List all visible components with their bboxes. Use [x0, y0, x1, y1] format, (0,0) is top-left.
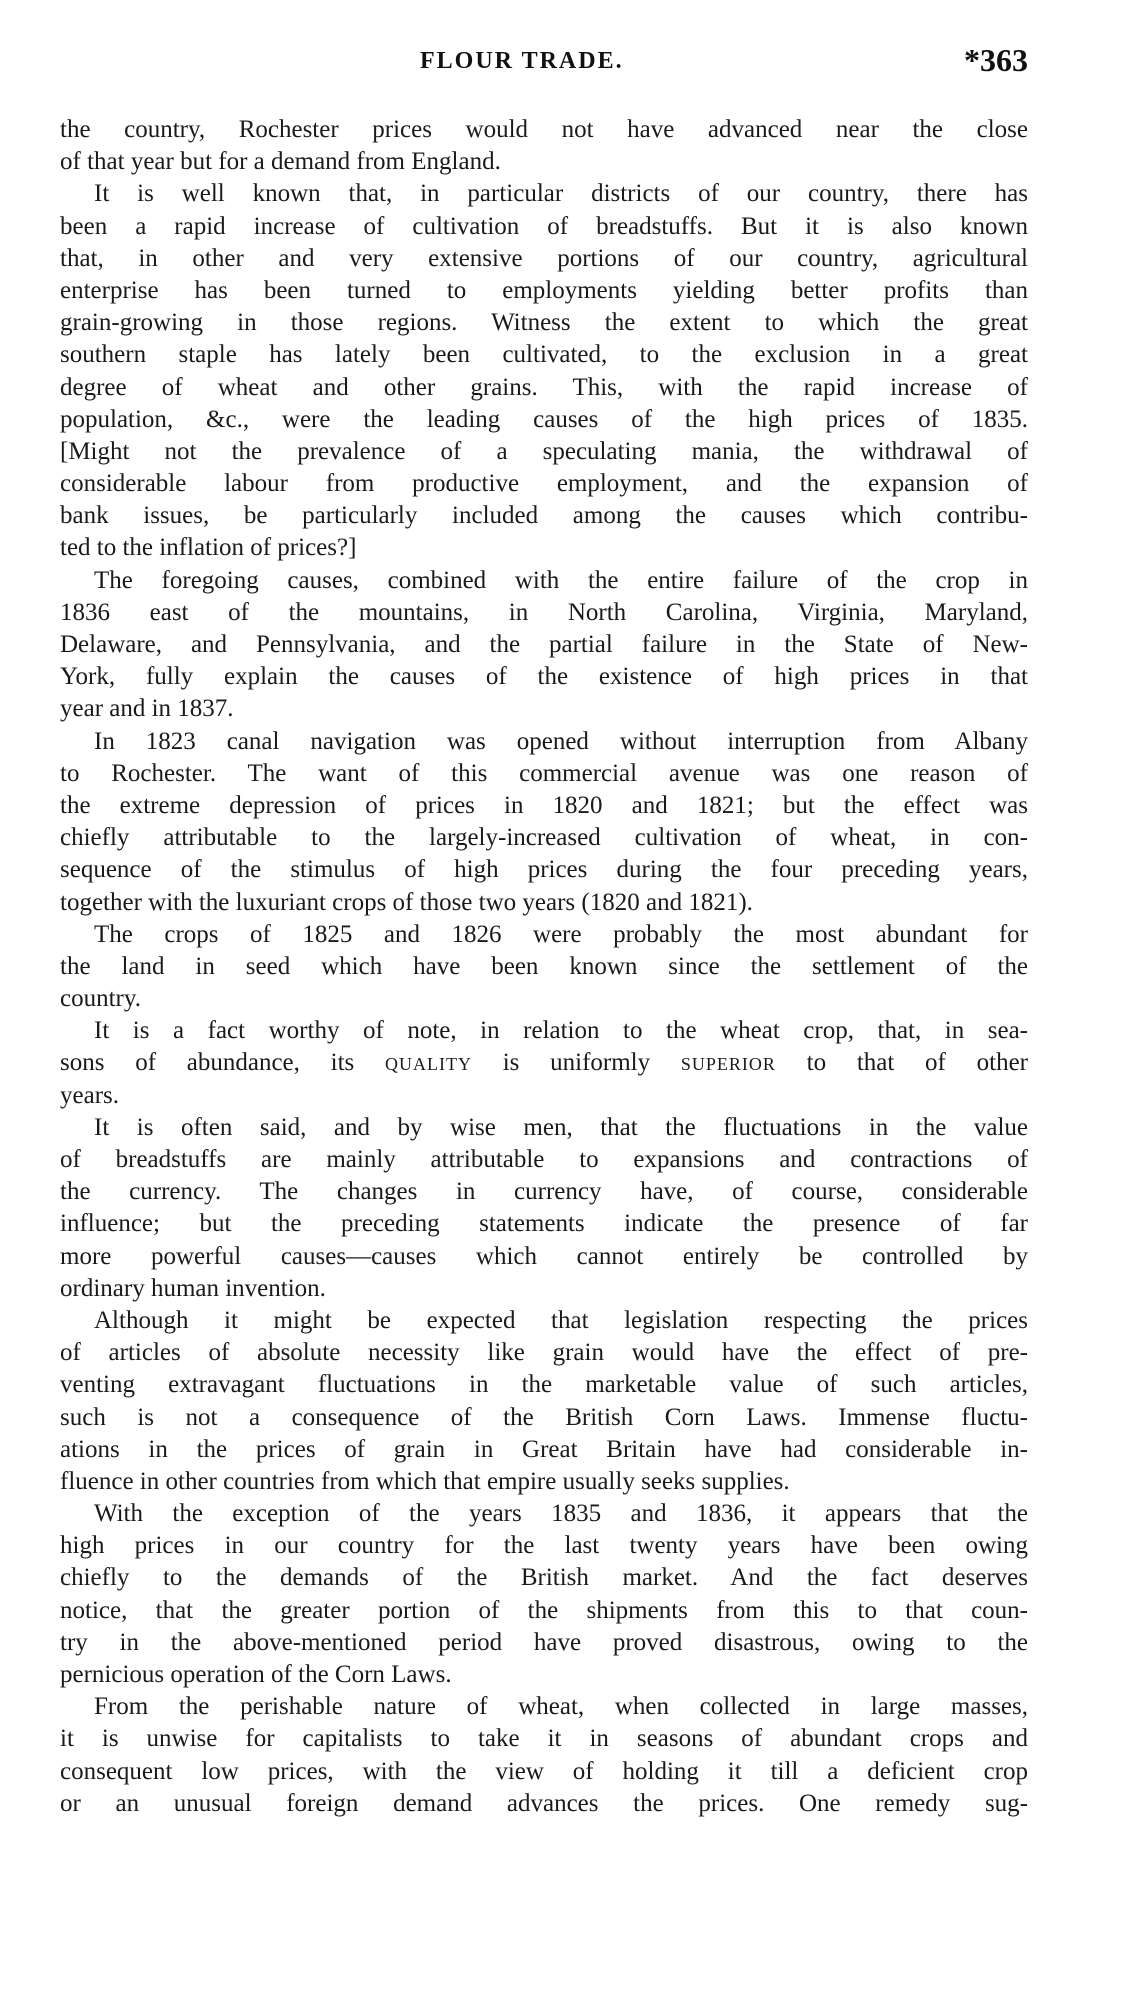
text-line: years. — [60, 1081, 119, 1109]
text-line: chiefly attributable to the largely-increased cultivation of wheat, in con- — [60, 824, 1028, 852]
text-line: chiefly to the demands of the British market. And the fact deserves — [60, 1564, 1028, 1592]
text-line: venting extravagant fluctuations in the marketable value of such articles, — [60, 1371, 1028, 1399]
text-line: It is well known that, in particular districts of our country, there has — [94, 180, 1028, 208]
text-line: such is not a consequence of the British Corn Laws. Immense fluctu- — [60, 1403, 1028, 1431]
text-line: high prices in our country for the last twenty years have been owing — [60, 1532, 1028, 1560]
text-line: it is unwise for capitalists to take it in seasons of abundant crops and — [60, 1725, 1028, 1753]
text-line: of that year but for a demand from England. — [60, 148, 501, 176]
text-line: that, in other and very extensive portions of our country, agricultural — [60, 244, 1028, 272]
text-line: The foregoing causes, combined with the entire failure of the crop in — [94, 566, 1028, 594]
text-line: country. — [60, 985, 141, 1013]
text-line: fluence in other countries from which that empire usually seeks supplies. — [60, 1467, 790, 1495]
text-line: try in the above-mentioned period have proved disastrous, owing to the — [60, 1628, 1028, 1656]
text-line: southern staple has lately been cultivated, to the exclusion in a great — [60, 341, 1028, 369]
text-line: Although it might be expected that legislation respecting the prices — [94, 1306, 1028, 1334]
page-header — [60, 44, 1028, 84]
text-line: of articles of absolute necessity like grain would have the effect of pre- — [60, 1339, 1028, 1367]
text-line: It is a fact worthy of note, in relation to the wheat crop, that, in sea- — [94, 1017, 1028, 1045]
text-line: population, &c., were the leading causes of the high prices of 1835. — [60, 405, 1028, 433]
text-line: the currency. The changes in currency have, of course, considerable — [60, 1178, 1028, 1206]
text-line: the country, Rochester prices would not have advanced near the close — [60, 116, 1028, 143]
text-line: sequence of the stimulus of high prices during the four preceding years, — [60, 856, 1028, 884]
text-line: 1836 east of the mountains, in North Carolina, Virginia, Maryland, — [60, 598, 1028, 626]
text-line: ordinary human invention. — [60, 1274, 326, 1302]
text-line: With the exception of the years 1835 and 1836, it appears that the — [94, 1500, 1028, 1528]
text-line: sons of abundance, its quality is uniformly superior to that of other — [60, 1049, 1028, 1077]
text-line: been a rapid increase of cultivation of breadstuffs. But it is also known — [60, 212, 1028, 240]
text-line: to Rochester. The want of this commercial avenue was one reason of — [60, 759, 1028, 787]
text-line: The crops of 1825 and 1826 were probably the most abundant for — [94, 920, 1028, 948]
text-line: consequent low prices, with the view of holding it till a deficient crop — [60, 1757, 1028, 1785]
text-line: In 1823 canal navigation was opened without interruption from Albany — [94, 727, 1028, 755]
text-line: bank issues, be particularly included among the causes which contribu- — [60, 502, 1028, 530]
text-line: considerable labour from productive employment, and the expansion of — [60, 470, 1028, 498]
text-line: more powerful causes—causes which cannot entirely be controlled by — [60, 1242, 1028, 1270]
text-line: notice, that the greater portion of the shipments from this to that coun- — [60, 1596, 1028, 1624]
text-line: From the perishable nature of wheat, when collected in large masses, — [94, 1693, 1028, 1721]
text-line: ations in the prices of grain in Great Britain have had considerable in- — [60, 1435, 1028, 1463]
text-line: influence; but the preceding statements indicate the presence of far — [60, 1210, 1028, 1238]
body-text — [60, 114, 1028, 1820]
text-line: of breadstuffs are mainly attributable to expansions and contractions of — [60, 1146, 1028, 1173]
text-line: the extreme depression of prices in 1820 and 1821; but the effect was — [60, 791, 1028, 819]
text-line: or an unusual foreign demand advances the prices. One remedy sug- — [60, 1789, 1028, 1817]
text-line: the land in seed which have been known since the settlement of the — [60, 952, 1028, 980]
page-number: *363 — [964, 42, 1028, 78]
text-line: [Might not the prevalence of a speculating mania, the withdrawal of — [60, 437, 1028, 465]
small-caps-word: superior — [680, 1049, 776, 1077]
text-line: Delaware, and Pennsylvania, and the partial failure in the State of New- — [60, 631, 1028, 658]
text-line: It is often said, and by wise men, that the fluctuations in the value — [94, 1113, 1028, 1141]
text-line: degree of wheat and other grains. This, with the rapid increase of — [60, 373, 1028, 401]
text-line: ted to the inflation of prices?] — [60, 534, 357, 562]
text-line: year and in 1837. — [60, 695, 234, 723]
text-line: together with the luxuriant crops of those two years (1820 and 1821). — [60, 888, 753, 916]
running-head: FLOUR TRADE. — [420, 48, 624, 74]
text-line: grain-growing in those regions. Witness the extent to which the great — [60, 309, 1028, 337]
small-caps-word: quality — [385, 1049, 472, 1077]
text-line: York, fully explain the causes of the existence of high prices in that — [60, 663, 1028, 691]
text-line: pernicious operation of the Corn Laws. — [60, 1661, 452, 1688]
text-line: enterprise has been turned to employments yielding better profits than — [60, 276, 1028, 304]
